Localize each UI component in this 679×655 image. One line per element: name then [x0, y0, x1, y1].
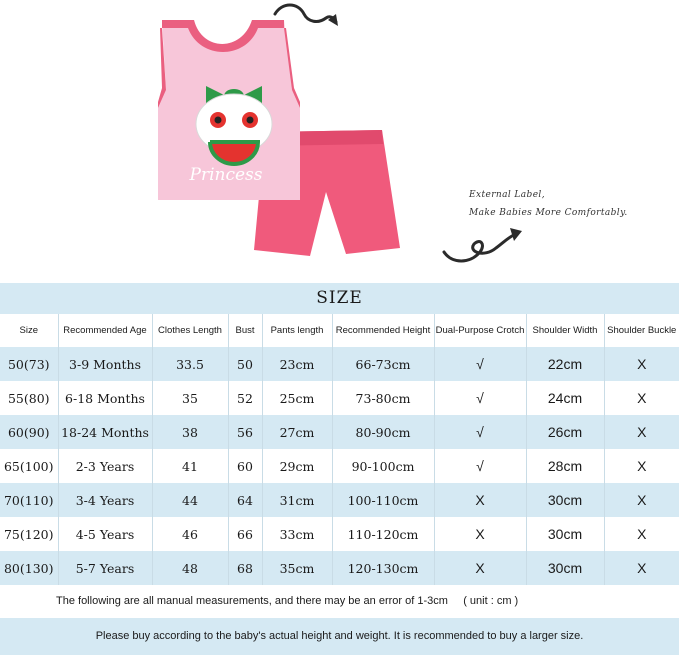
cell-shoulder-width: 22cm	[526, 347, 604, 381]
cell-pants-length: 25cm	[262, 381, 332, 415]
cell-crotch: √	[434, 347, 526, 381]
cell-size: 70(110)	[0, 483, 58, 517]
header-recommended-age: Recommended Age	[58, 314, 152, 347]
table-row	[0, 517, 679, 551]
size-chart	[0, 314, 679, 585]
cell-age: 4-5 Years	[58, 517, 152, 551]
cell-height: 120-130cm	[332, 551, 434, 585]
cell-shoulder-buckle: X	[604, 449, 679, 483]
cell-bust: 52	[228, 381, 262, 415]
curved-arrow-icon	[440, 222, 530, 266]
external-label-note	[469, 186, 628, 222]
table-row	[0, 347, 679, 381]
header-size: Size	[0, 314, 58, 347]
cell-size: 55(80)	[0, 381, 58, 415]
cell-pants-length: 35cm	[262, 551, 332, 585]
table-row	[0, 449, 679, 483]
cell-pants-length: 31cm	[262, 483, 332, 517]
cell-bust: 60	[228, 449, 262, 483]
cell-height: 110-120cm	[332, 517, 434, 551]
measurement-note-text: The following are all manual measurements, and there may be an error of 1-3cm	[56, 595, 448, 607]
table-row	[0, 381, 679, 415]
cell-bust: 64	[228, 483, 262, 517]
cell-clothes-length: 44	[152, 483, 228, 517]
cell-height: 100-110cm	[332, 483, 434, 517]
cell-size: 65(100)	[0, 449, 58, 483]
header-clothes-length: Clothes Length	[152, 314, 228, 347]
table-row	[0, 551, 679, 585]
cell-age: 18-24 Months	[58, 415, 152, 449]
cell-height: 90-100cm	[332, 449, 434, 483]
cell-age: 2-3 Years	[58, 449, 152, 483]
product-image-area	[0, 0, 679, 282]
size-table	[0, 283, 679, 655]
cell-height: 80-90cm	[332, 415, 434, 449]
cell-crotch: √	[434, 449, 526, 483]
header-recommended-height: Recommended Height	[332, 314, 434, 347]
cell-pants-length: 23cm	[262, 347, 332, 381]
cell-height: 66-73cm	[332, 347, 434, 381]
cell-shoulder-width: 26cm	[526, 415, 604, 449]
measurement-note	[0, 585, 679, 618]
cell-age: 6-18 Months	[58, 381, 152, 415]
cell-shoulder-buckle: X	[604, 415, 679, 449]
cell-pants-length: 33cm	[262, 517, 332, 551]
cell-shoulder-width: 30cm	[526, 551, 604, 585]
header-bust: Bust	[228, 314, 262, 347]
note-line-1: External Label,	[469, 190, 545, 200]
header-shoulder-width: Shoulder Width	[526, 314, 604, 347]
cell-bust: 56	[228, 415, 262, 449]
cell-size: 80(130)	[0, 551, 58, 585]
cell-shoulder-buckle: X	[604, 347, 679, 381]
cell-age: 3-9 Months	[58, 347, 152, 381]
cell-size: 50(73)	[0, 347, 58, 381]
cell-size: 60(90)	[0, 415, 58, 449]
table-header-row	[0, 314, 679, 347]
cell-shoulder-buckle: X	[604, 381, 679, 415]
cell-pants-length: 27cm	[262, 415, 332, 449]
cell-age: 3-4 Years	[58, 483, 152, 517]
cell-pants-length: 29cm	[262, 449, 332, 483]
cell-bust: 66	[228, 517, 262, 551]
cell-shoulder-buckle: X	[604, 517, 679, 551]
header-shoulder-buckle: Shoulder Buckle	[604, 314, 679, 347]
cell-clothes-length: 48	[152, 551, 228, 585]
cell-shoulder-width: 24cm	[526, 381, 604, 415]
cell-clothes-length: 35	[152, 381, 228, 415]
cell-bust: 50	[228, 347, 262, 381]
cell-shoulder-buckle: X	[604, 551, 679, 585]
cell-clothes-length: 41	[152, 449, 228, 483]
cell-height: 73-80cm	[332, 381, 434, 415]
table-row	[0, 415, 679, 449]
shirt-print-text: Princess	[189, 165, 263, 185]
cell-age: 5-7 Years	[58, 551, 152, 585]
buying-advice: Please buy according to the baby's actual height and weight. It is recommended to buy a larger size.	[0, 618, 679, 655]
cell-clothes-length: 38	[152, 415, 228, 449]
size-table-title: SIZE	[0, 283, 679, 314]
cell-clothes-length: 33.5	[152, 347, 228, 381]
header-pants-length: Pants length	[262, 314, 332, 347]
table-row	[0, 483, 679, 517]
cell-shoulder-width: 30cm	[526, 483, 604, 517]
cell-crotch: √	[434, 415, 526, 449]
cell-shoulder-width: 28cm	[526, 449, 604, 483]
note-line-2: Make Babies More Comfortably.	[469, 208, 628, 218]
cell-size: 75(120)	[0, 517, 58, 551]
cell-crotch: X	[434, 551, 526, 585]
cell-shoulder-buckle: X	[604, 483, 679, 517]
product-photo	[150, 12, 410, 262]
cell-bust: 68	[228, 551, 262, 585]
cell-crotch: X	[434, 483, 526, 517]
unit-note: ( unit : cm )	[463, 595, 519, 607]
cell-clothes-length: 46	[152, 517, 228, 551]
header-dual-purpose-crotch: Dual-Purpose Crotch	[434, 314, 526, 347]
cell-shoulder-width: 30cm	[526, 517, 604, 551]
cell-crotch: √	[434, 381, 526, 415]
cell-crotch: X	[434, 517, 526, 551]
